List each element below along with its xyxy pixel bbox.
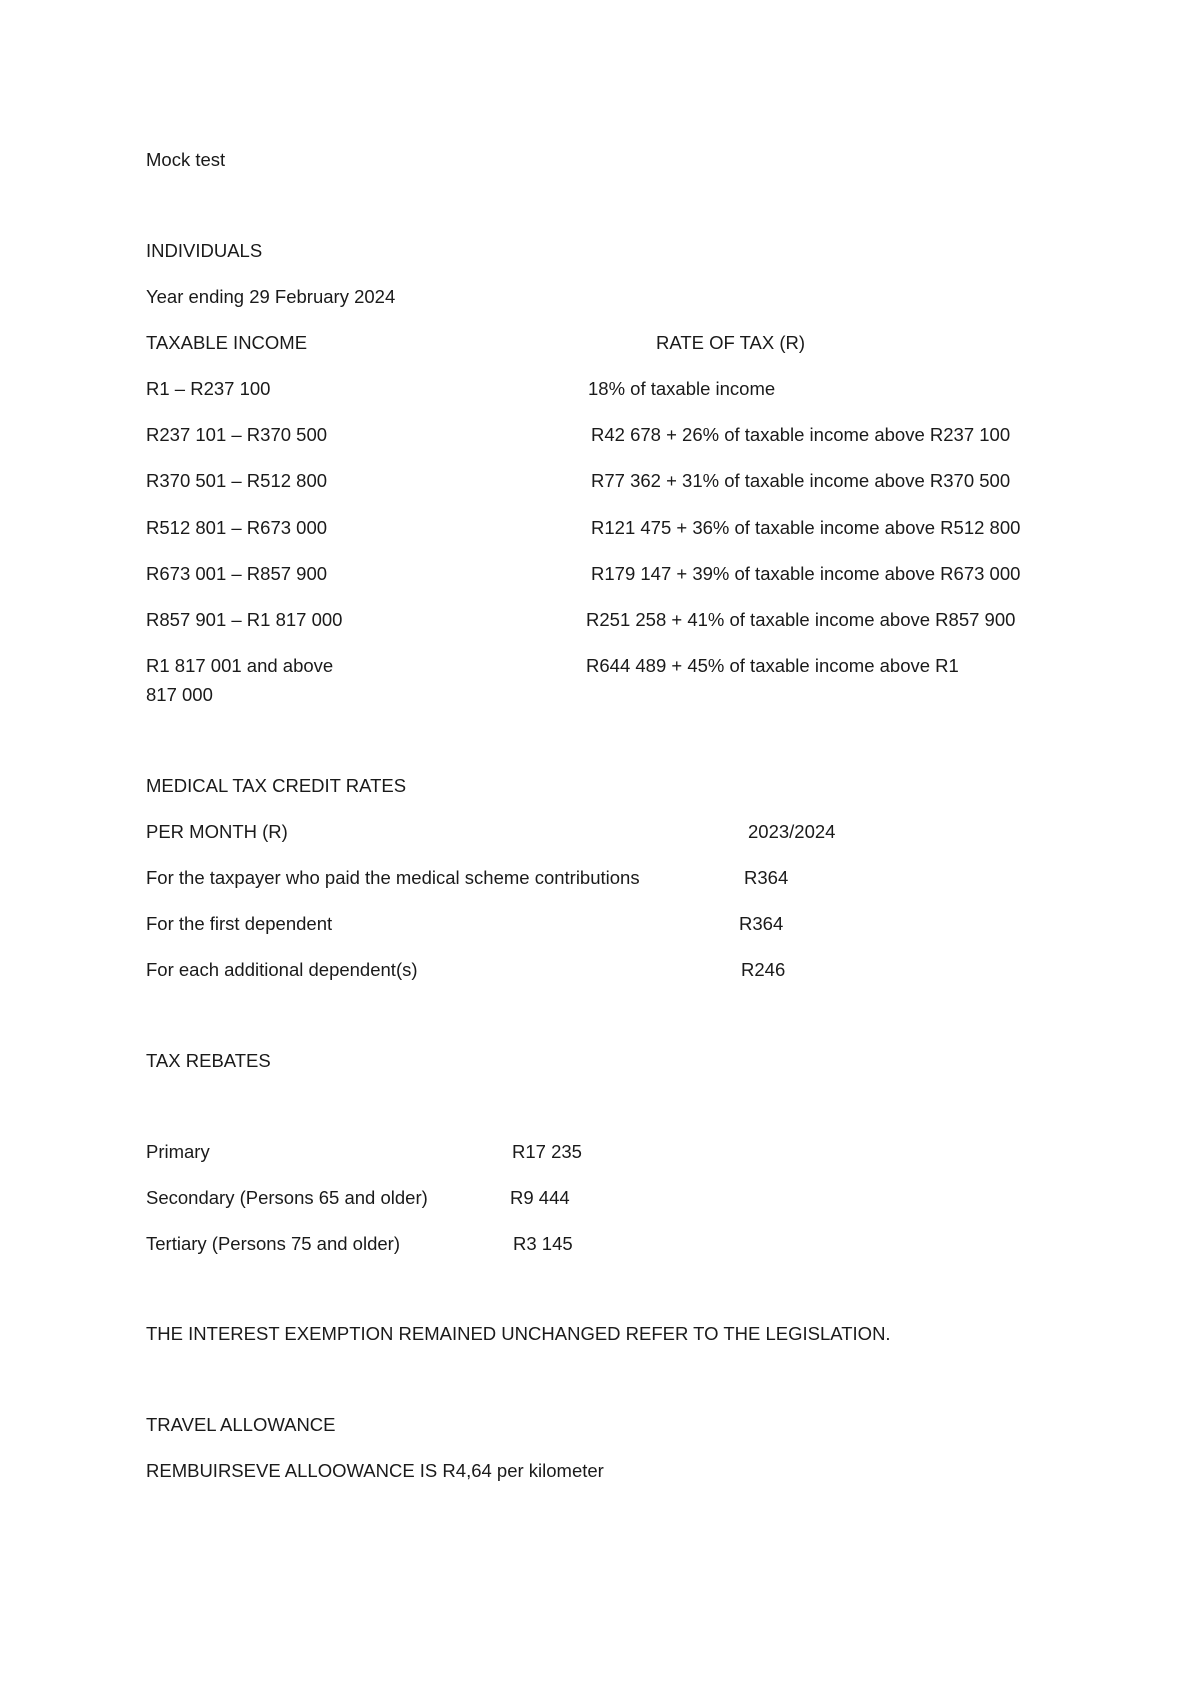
bracket-rate: 18% of taxable income bbox=[588, 378, 776, 399]
bracket-income: R1 817 001 and above bbox=[146, 655, 334, 676]
taxable-income-header: TAXABLE INCOME bbox=[146, 332, 308, 353]
bracket-rate: R121 475 + 36% of taxable income above R512 800 bbox=[591, 517, 1021, 538]
travel-allowance-heading: TRAVEL ALLOWANCE bbox=[146, 1414, 336, 1435]
rebate-value: R3 145 bbox=[513, 1233, 573, 1254]
individuals-heading: INDIVIDUALS bbox=[146, 240, 263, 261]
medical-row-label: For the first dependent bbox=[146, 913, 333, 934]
travel-allowance-text: REMBUIRSEVE ALLOOWANCE IS R4,64 per kilometer bbox=[146, 1460, 604, 1481]
bracket-rate: R251 258 + 41% of taxable income above R857 900 bbox=[586, 609, 1016, 630]
bracket-income: R237 101 – R370 500 bbox=[146, 424, 328, 445]
bracket-rate: R42 678 + 26% of taxable income above R237 100 bbox=[591, 424, 1011, 445]
bracket-rate: R644 489 + 45% of taxable income above R1 bbox=[586, 655, 959, 676]
bracket-rate: R179 147 + 39% of taxable income above R673 000 bbox=[591, 563, 1021, 584]
medical-row-label: For each additional dependent(s) bbox=[146, 959, 418, 980]
rebate-value: R9 444 bbox=[510, 1187, 570, 1208]
rebate-value: R17 235 bbox=[512, 1141, 582, 1162]
tax-year-label: Year ending 29 February 2024 bbox=[146, 286, 396, 307]
rate-of-tax-header: RATE OF TAX (R) bbox=[656, 332, 806, 353]
rebates-heading: TAX REBATES bbox=[146, 1050, 271, 1071]
interest-exemption-note: THE INTEREST EXEMPTION REMAINED UNCHANGED REFER TO THE LEGISLATION. bbox=[146, 1323, 891, 1344]
medical-row-label: For the taxpayer who paid the medical scheme contributions bbox=[146, 867, 640, 888]
medical-heading: MEDICAL TAX CREDIT RATES bbox=[146, 775, 407, 796]
document-title: Mock test bbox=[146, 149, 226, 170]
medical-row-value: R364 bbox=[744, 867, 789, 888]
medical-row-value: R246 bbox=[741, 959, 786, 980]
bracket-income: R370 501 – R512 800 bbox=[146, 470, 328, 491]
rebate-label: Primary bbox=[146, 1141, 210, 1162]
medical-row-value: R364 bbox=[739, 913, 784, 934]
rebate-label: Tertiary (Persons 75 and older) bbox=[146, 1233, 400, 1254]
bracket-income: R1 – R237 100 bbox=[146, 378, 271, 399]
bracket-income: R512 801 – R673 000 bbox=[146, 517, 328, 538]
tax-year-header: 2023/2024 bbox=[748, 821, 836, 842]
bracket-income: R673 001 – R857 900 bbox=[146, 563, 328, 584]
bracket-income: R857 901 – R1 817 000 bbox=[146, 609, 343, 630]
rebate-label: Secondary (Persons 65 and older) bbox=[146, 1187, 428, 1208]
per-month-header: PER MONTH (R) bbox=[146, 821, 288, 842]
bracket-income-continued: 817 000 bbox=[146, 684, 213, 705]
bracket-rate: R77 362 + 31% of taxable income above R370 500 bbox=[591, 470, 1011, 491]
